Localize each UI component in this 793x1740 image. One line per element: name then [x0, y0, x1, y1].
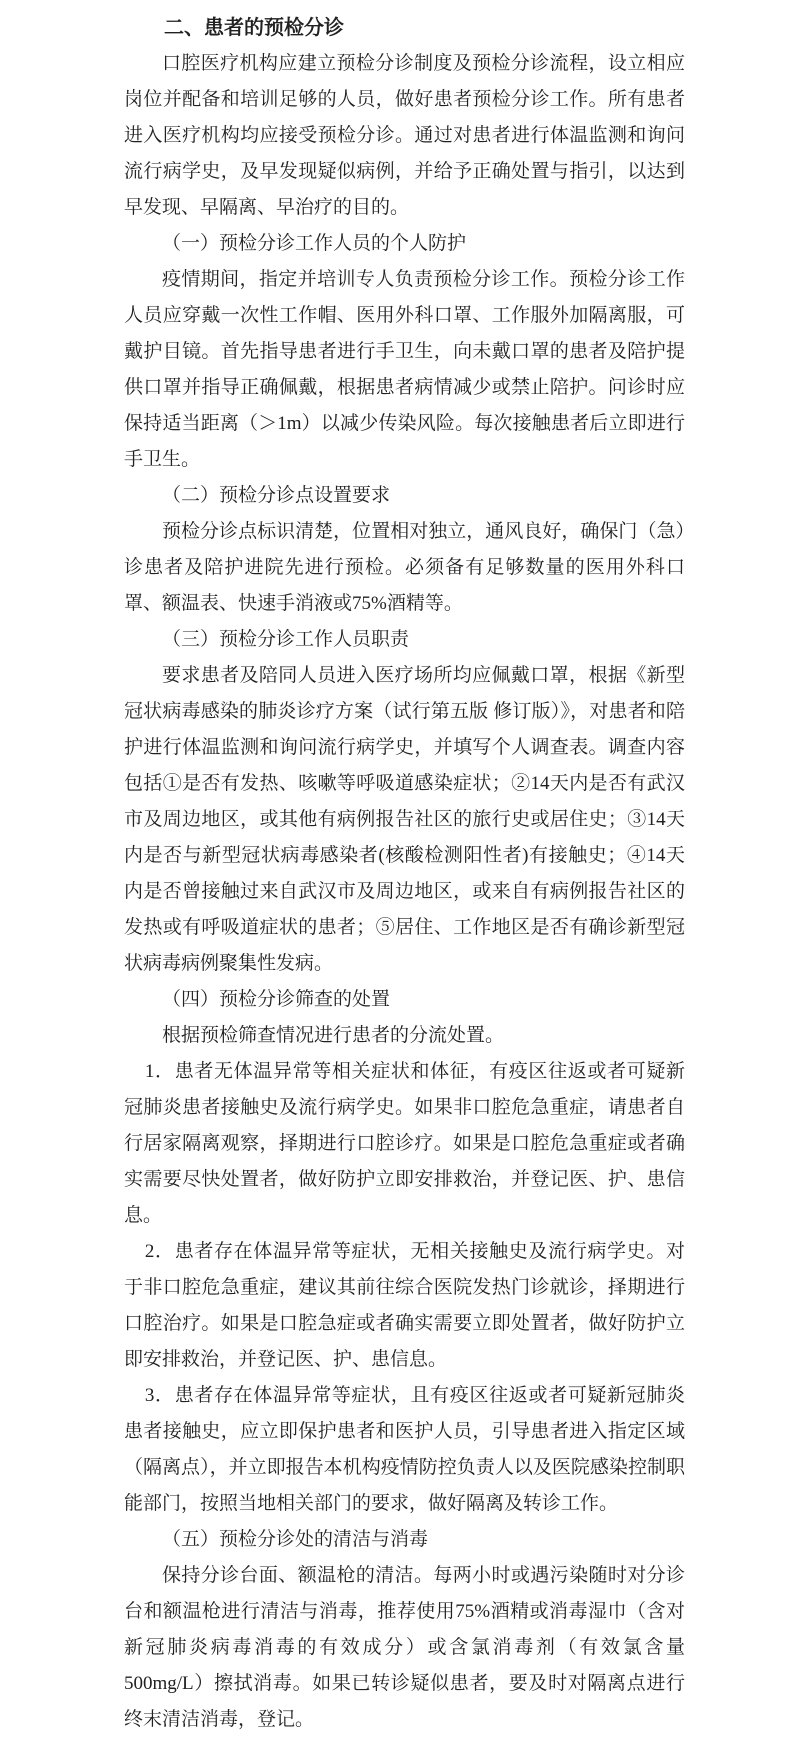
section-heading: （二）预检分诊点设置要求 — [162, 485, 391, 506]
section-heading: （五）预检分诊处的清洁与消毒 — [162, 1529, 429, 1550]
paragraph: 1．患者无体温异常等相关症状和体征，有疫区往返或者可疑新冠肺炎患者接触史及流行病学史。如果非口腔危急重症，请患者自行居家隔离观察，择期进行口腔诊疗。如果是口腔危急重症或者确实需要尽快处置者，做好防护立即安排救治，并登记医、护、患信息。 — [124, 1061, 685, 1226]
section-heading: （四）预检分诊筛查的处置 — [162, 989, 391, 1010]
document-title: 二、患者的预检分诊 — [164, 17, 344, 39]
paragraph: 保持分诊台面、额温枪的清洁。每两小时或遇污染随时对分诊台和额温枪进行清洁与消毒，推荐使用75%酒精或消毒湿巾（含对新冠肺炎病毒消毒的有效成分）或含氯消毒剂（有效氯含量500mg/L）擦拭消毒。如果已转诊疑似患者，要及时对隔离点进行终末清洁消毒，登记。 — [124, 1565, 685, 1730]
paragraph: 要求患者及陪同人员进入医疗场所均应佩戴口罩，根据《新型冠状病毒感染的肺炎诊疗方案（试行第五版 修订版）》，对患者和陪护进行体温监测和询问流行病学史，并填写个人调查表。调查内容包括①是否有发热、咳嗽等呼吸道感染症状；②14天内是否有武汉市及周边地区，或其他有病例报告社区的旅行史或居住史；③14天内是否与新型冠状病毒感染者(核酸检测阳性者)有接触史；④14天内是否曾接触过来自武汉市及周边地区，或来自有病例报告社区的发热或有呼吸道症状的患者；⑤居住、工作地区是否有确诊新型冠状病毒病例聚集性发病。 — [124, 665, 685, 974]
paragraph: 口腔医疗机构应建立预检分诊制度及预检分诊流程，设立相应岗位并配备和培训足够的人员，做好患者预检分诊工作。所有患者进入医疗机构均应接受预检分诊。通过对患者进行体温监测和询问流行病学史，及早发现疑似病例，并给予正确处置与指引，以达到早发现、早隔离、早治疗的目的。 — [124, 53, 685, 218]
document-body — [124, 46, 685, 1738]
paragraph: 2．患者存在体温异常等症状，无相关接触史及流行病学史。对于非口腔危急重症，建议其前往综合医院发热门诊就诊，择期进行口腔治疗。如果是口腔急症或者确实需要立即处置者，做好防护立即安排救治，并登记医、护、患信息。 — [124, 1241, 685, 1370]
paragraph: 预检分诊点标识清楚，位置相对独立，通风良好，确保门（急）诊患者及陪护进院先进行预检。必须备有足够数量的医用外科口罩、额温表、快速手消液或75%酒精等。 — [124, 521, 685, 614]
paragraph: 3．患者存在体温异常等症状，且有疫区往返或者可疑新冠肺炎患者接触史，应立即保护患者和医护人员，引导患者进入指定区域（隔离点），并立即报告本机构疫情防控负责人以及医院感染控制职能部门，按照当地相关部门的要求，做好隔离及转诊工作。 — [124, 1385, 685, 1514]
section-heading: （三）预检分诊工作人员职责 — [162, 629, 410, 650]
paragraph: 疫情期间，指定并培训专人负责预检分诊工作。预检分诊工作人员应穿戴一次性工作帽、医用外科口罩、工作服外加隔离服，可戴护目镜。首先指导患者进行手卫生，向未戴口罩的患者及陪护提供口罩并指导正确佩戴，根据患者病情减少或禁止陪护。问诊时应保持适当距离（＞1m）以减少传染风险。每次接触患者后立即进行手卫生。 — [124, 269, 685, 470]
section-heading: （一）预检分诊工作人员的个人防护 — [162, 233, 467, 254]
paragraph: 根据预检筛查情况进行患者的分流处置。 — [162, 1025, 505, 1046]
